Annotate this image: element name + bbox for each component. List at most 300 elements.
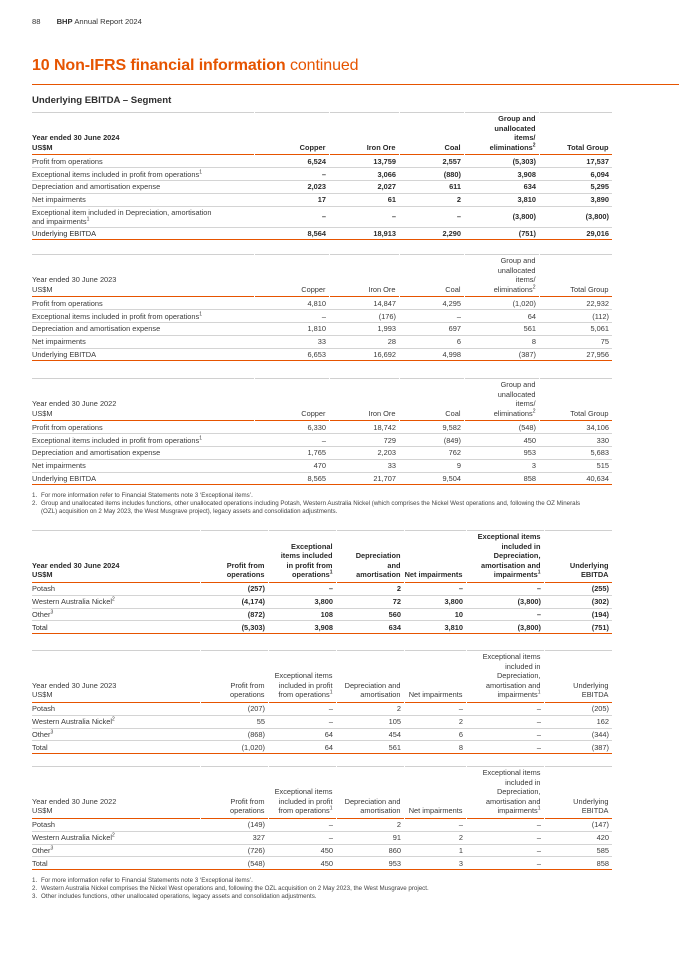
table-row xyxy=(32,728,612,741)
table-cell: (387) xyxy=(464,348,539,361)
table-row xyxy=(32,857,612,870)
table-row xyxy=(32,155,612,168)
table-cell: 40,634 xyxy=(539,472,612,485)
column-header xyxy=(404,651,466,703)
table-row xyxy=(32,621,612,634)
table-cell: – xyxy=(254,434,329,447)
column-header-label: Coal xyxy=(445,284,461,294)
table-cell: 3,800 xyxy=(268,595,336,608)
column-header-label: Profit from operations xyxy=(226,560,265,580)
footnote-text: Western Australia Nickel comprises the Nickel West operations and, following the OZL acquisition on 2 May 2023, the West Musgrave project. xyxy=(41,885,429,892)
row-label-text: Exceptional item included in Depreciation, amortisation and impairments xyxy=(32,207,212,226)
table-cell: 4,998 xyxy=(399,348,464,361)
footnote-ref: 3 xyxy=(50,609,54,616)
year-label: Year ended 30 June 2024 xyxy=(32,560,120,570)
row-label-text: Net impairments xyxy=(32,461,86,471)
column-header xyxy=(329,255,399,297)
brand-name: BHP xyxy=(56,17,73,26)
footnote-text: Group and unallocated items includes functions, other unallocated operations including Potash, Western Australia Nickel (which comprises the Nickel West operations and, following the OZ Minerals (OZL) acquisition on 2 May 2023, the West Musgrave project), legacy assets and consolidation adjustments. xyxy=(41,500,581,515)
table-cell: – xyxy=(466,728,544,741)
table-cell: 858 xyxy=(544,857,612,870)
column-header-label: Group and unallocated items/ eliminations xyxy=(489,114,536,152)
table-cell: 6,653 xyxy=(254,348,329,361)
table-cell: (147) xyxy=(544,818,612,831)
section-title xyxy=(32,57,358,75)
row-label-text: Profit from operations xyxy=(32,156,103,166)
group-table xyxy=(32,766,613,870)
column-header-label: Underlying EBITDA xyxy=(573,796,609,816)
year-header xyxy=(32,531,200,583)
page-number: 88 xyxy=(32,17,41,26)
row-label xyxy=(32,857,200,870)
year-header xyxy=(32,651,200,703)
column-header-label: Coal xyxy=(445,408,461,418)
table-cell: 953 xyxy=(336,857,404,870)
table-cell: – xyxy=(268,818,336,831)
table-row xyxy=(32,582,612,595)
page-header xyxy=(32,17,142,26)
table-row xyxy=(32,595,612,608)
segment-footnotes xyxy=(32,492,592,516)
table-cell: 450 xyxy=(268,857,336,870)
row-label xyxy=(32,608,200,621)
table-cell: 2,027 xyxy=(329,180,399,193)
table-cell: (548) xyxy=(200,857,268,870)
table-row xyxy=(32,472,612,485)
table-row xyxy=(32,421,612,434)
table-cell: – xyxy=(268,831,336,844)
column-header-label: Iron Ore xyxy=(368,408,396,418)
unit-label: US$M xyxy=(32,284,53,294)
group-table xyxy=(32,650,613,754)
footnote-ref: 1 xyxy=(329,569,333,576)
segment-table xyxy=(32,378,613,485)
segment-table xyxy=(32,254,613,361)
column-header xyxy=(268,531,336,583)
table-row xyxy=(32,180,612,193)
row-label xyxy=(32,168,254,181)
column-header xyxy=(329,379,399,421)
row-label xyxy=(32,446,254,459)
column-header xyxy=(399,113,464,155)
row-label-text: Net impairments xyxy=(32,195,86,205)
table-cell: 634 xyxy=(464,180,539,193)
column-header xyxy=(464,379,539,421)
table-cell: 17,537 xyxy=(539,155,612,168)
footnote-ref: 1 xyxy=(537,689,541,696)
table-row xyxy=(32,446,612,459)
footnote-ref: 3 xyxy=(50,729,54,736)
row-label xyxy=(32,621,200,634)
table-cell: 33 xyxy=(329,459,399,472)
footnote xyxy=(32,877,592,885)
row-label xyxy=(32,227,254,240)
row-label xyxy=(32,335,254,348)
table-cell: 953 xyxy=(464,446,539,459)
row-label xyxy=(32,741,200,754)
table-row xyxy=(32,193,612,206)
table-cell: – xyxy=(466,582,544,595)
row-label-text: Profit from operations xyxy=(32,422,103,432)
table-cell: 18,742 xyxy=(329,421,399,434)
table-cell: 64 xyxy=(268,728,336,741)
table-cell: 3 xyxy=(464,459,539,472)
table-cell: 14,847 xyxy=(329,297,399,310)
table-cell: 33 xyxy=(254,335,329,348)
table-cell: – xyxy=(466,844,544,857)
footnote xyxy=(32,500,592,516)
row-label-text: Exceptional items included in profit from operations xyxy=(32,311,200,321)
table-cell: (149) xyxy=(200,818,268,831)
column-header xyxy=(404,531,466,583)
row-label xyxy=(32,702,200,715)
column-header xyxy=(268,767,336,819)
table-cell: 1,765 xyxy=(254,446,329,459)
column-header-label: Depreciation and amortisation xyxy=(355,551,401,580)
table-cell: (194) xyxy=(544,608,612,621)
column-header xyxy=(399,255,464,297)
table-cell: 64 xyxy=(268,741,336,754)
row-label xyxy=(32,472,254,485)
table-cell: 1 xyxy=(404,844,466,857)
row-label-text: Exceptional items included in profit from operations xyxy=(32,169,200,179)
column-header-label: Net impairments xyxy=(408,690,463,700)
table-row xyxy=(32,297,612,310)
table-cell: 3,908 xyxy=(464,168,539,181)
table-row xyxy=(32,702,612,715)
footnote-ref: 1 xyxy=(199,169,202,176)
table-cell: – xyxy=(254,310,329,323)
table-cell: 561 xyxy=(464,322,539,335)
table-cell: – xyxy=(399,310,464,323)
column-header-label: Underlying EBITDA xyxy=(573,680,609,700)
table-cell: 10 xyxy=(404,608,466,621)
column-header xyxy=(336,651,404,703)
column-header-label: Iron Ore xyxy=(366,142,396,152)
row-label-text: Western Australia Nickel xyxy=(32,833,112,843)
row-label-text: Depreciation and amortisation expense xyxy=(32,324,161,334)
table-row xyxy=(32,818,612,831)
column-header-label: Copper xyxy=(299,142,326,152)
table-cell: 2 xyxy=(336,582,404,595)
table-cell: 561 xyxy=(336,741,404,754)
column-header xyxy=(200,651,268,703)
column-header xyxy=(329,113,399,155)
table-cell: 3,810 xyxy=(404,621,466,634)
footnote-ref: 2 xyxy=(111,716,115,723)
row-label-text: Underlying EBITDA xyxy=(32,473,97,483)
column-header xyxy=(464,255,539,297)
column-header-label: Net impairments xyxy=(404,570,463,580)
footnote-ref: 1 xyxy=(537,569,541,576)
column-header-label: Exceptional items included in Depreciation, amortisation and impairments xyxy=(482,652,541,700)
table-cell: 34,106 xyxy=(539,421,612,434)
footnote-ref: 1 xyxy=(537,805,541,812)
table-cell: 5,061 xyxy=(539,322,612,335)
footnote-ref: 1 xyxy=(199,435,202,442)
unit-label: US$M xyxy=(32,690,53,700)
table-cell: (3,800) xyxy=(466,621,544,634)
year-label: Year ended 30 June 2024 xyxy=(32,133,120,143)
segment-table-2022 xyxy=(32,378,612,485)
row-label-text: Exceptional items included in profit from operations xyxy=(32,435,200,445)
table-cell: (302) xyxy=(544,595,612,608)
row-label-text: Potash xyxy=(32,704,56,714)
group-footnotes xyxy=(32,877,592,901)
row-label-text: Total xyxy=(32,858,48,868)
footnote xyxy=(32,492,592,500)
column-header xyxy=(336,531,404,583)
table-cell: 2 xyxy=(336,702,404,715)
table-cell: 4,295 xyxy=(399,297,464,310)
table-cell: (257) xyxy=(200,582,268,595)
table-cell: – xyxy=(404,702,466,715)
row-label xyxy=(32,421,254,434)
column-header xyxy=(336,767,404,819)
table-cell: 4,810 xyxy=(254,297,329,310)
table-cell: 8,564 xyxy=(254,227,329,240)
column-header-label: Copper xyxy=(301,408,326,418)
footnote-ref: 2 xyxy=(532,408,536,415)
row-label-text: Depreciation and amortisation expense xyxy=(32,448,161,458)
column-header-label: Profit from operations xyxy=(229,680,265,700)
table-cell: 9,504 xyxy=(399,472,464,485)
table-cell: 330 xyxy=(539,434,612,447)
year-label: Year ended 30 June 2023 xyxy=(32,680,117,690)
table-cell: 162 xyxy=(544,715,612,728)
table-cell: 697 xyxy=(399,322,464,335)
table-cell: (1,020) xyxy=(200,741,268,754)
table-cell: (751) xyxy=(544,621,612,634)
row-label-text: Western Australia Nickel xyxy=(32,597,112,607)
table-cell: (1,020) xyxy=(464,297,539,310)
table-row xyxy=(32,168,612,181)
table-cell: 28 xyxy=(329,335,399,348)
row-label xyxy=(32,348,254,361)
year-label: Year ended 30 June 2023 xyxy=(32,275,117,285)
row-label xyxy=(32,206,254,227)
table-cell: 21,707 xyxy=(329,472,399,485)
footnote xyxy=(32,893,592,901)
table-cell: 18,913 xyxy=(329,227,399,240)
row-label xyxy=(32,459,254,472)
table-cell: (751) xyxy=(464,227,539,240)
table-cell: 420 xyxy=(544,831,612,844)
table-cell: (868) xyxy=(200,728,268,741)
table-cell: 108 xyxy=(268,608,336,621)
table-row xyxy=(32,844,612,857)
footnote-number: 2. xyxy=(32,885,38,892)
table-row xyxy=(32,206,612,227)
column-header xyxy=(544,767,612,819)
table-cell: 2,557 xyxy=(399,155,464,168)
table-cell: 75 xyxy=(539,335,612,348)
footnote-ref: 1 xyxy=(329,689,333,696)
table-cell: – xyxy=(466,741,544,754)
column-header-label: Total Group xyxy=(570,408,609,418)
table-cell: 2,023 xyxy=(254,180,329,193)
column-header-label: Underlying EBITDA xyxy=(569,560,609,580)
table-cell: 454 xyxy=(336,728,404,741)
table-cell: (3,800) xyxy=(539,206,612,227)
table-cell: (5,303) xyxy=(464,155,539,168)
table-cell: (872) xyxy=(200,608,268,621)
year-header xyxy=(32,379,254,421)
column-header xyxy=(539,379,612,421)
table-cell: (3,800) xyxy=(464,206,539,227)
column-header-label: Coal xyxy=(444,142,461,152)
row-label xyxy=(32,180,254,193)
table-row xyxy=(32,459,612,472)
table-cell: (255) xyxy=(544,582,612,595)
column-header-label: Net impairments xyxy=(408,806,463,816)
table-cell: 3,810 xyxy=(464,193,539,206)
table-cell: (4,174) xyxy=(200,595,268,608)
table-cell: 2 xyxy=(399,193,464,206)
row-label xyxy=(32,322,254,335)
footnote-ref: 1 xyxy=(329,805,333,812)
table-cell: (344) xyxy=(544,728,612,741)
segment-table xyxy=(32,112,613,240)
footnote-number: 1. xyxy=(32,492,38,499)
table-cell: (880) xyxy=(399,168,464,181)
table-cell: – xyxy=(268,702,336,715)
footnote-ref: 2 xyxy=(532,284,536,291)
table-row xyxy=(32,227,612,240)
row-label-text: Other xyxy=(32,845,51,855)
table-cell: 515 xyxy=(539,459,612,472)
table-cell: 9,582 xyxy=(399,421,464,434)
section-continued: continued xyxy=(289,57,359,74)
table-cell: 55 xyxy=(200,715,268,728)
table-cell: 8 xyxy=(464,335,539,348)
table-cell: 9 xyxy=(399,459,464,472)
column-header xyxy=(268,651,336,703)
table-cell: 762 xyxy=(399,446,464,459)
table-cell: 6,094 xyxy=(539,168,612,181)
table-row xyxy=(32,322,612,335)
table-cell: 22,932 xyxy=(539,297,612,310)
row-label-text: Western Australia Nickel xyxy=(32,717,112,727)
table-cell: 2 xyxy=(336,818,404,831)
column-header-label: Exceptional items included in Depreciation, amortisation and impairments xyxy=(477,532,541,580)
table-cell: 560 xyxy=(336,608,404,621)
column-header-label: Exceptional items included in Depreciation, amortisation and impairments xyxy=(482,768,541,816)
footnote xyxy=(32,885,592,893)
column-header-label: Iron Ore xyxy=(368,284,396,294)
column-header xyxy=(254,379,329,421)
row-label-text: Total xyxy=(32,742,48,752)
column-header-label: Group and unallocated items/ eliminations xyxy=(493,380,536,418)
table-subtitle: Underlying EBITDA – Segment xyxy=(32,95,172,106)
column-header xyxy=(544,651,612,703)
row-label-text: Underlying EBITDA xyxy=(32,228,97,238)
footnote-ref: 1 xyxy=(199,311,202,318)
unit-label: US$M xyxy=(32,408,53,418)
table-cell: – xyxy=(268,582,336,595)
table-cell: 3 xyxy=(404,857,466,870)
group-table-2024 xyxy=(32,530,612,634)
table-cell: 3,890 xyxy=(539,193,612,206)
column-header-label: Exceptional items included in profit from operations xyxy=(280,541,333,580)
table-cell: 634 xyxy=(336,621,404,634)
row-label xyxy=(32,434,254,447)
table-cell: 16,692 xyxy=(329,348,399,361)
table-cell: 5,683 xyxy=(539,446,612,459)
unit-label: US$M xyxy=(32,570,53,580)
table-cell: – xyxy=(466,608,544,621)
column-header xyxy=(466,531,544,583)
table-cell: (387) xyxy=(544,741,612,754)
table-cell: – xyxy=(404,818,466,831)
table-cell: (548) xyxy=(464,421,539,434)
table-row xyxy=(32,831,612,844)
column-header-label: Profit from operations xyxy=(229,796,265,816)
table-cell: – xyxy=(399,206,464,227)
section-rule xyxy=(32,84,679,85)
row-label xyxy=(32,193,254,206)
table-cell: 327 xyxy=(200,831,268,844)
table-cell: – xyxy=(254,206,329,227)
column-header-label: Total Group xyxy=(570,284,609,294)
table-cell: 2 xyxy=(404,715,466,728)
table-cell: 5,295 xyxy=(539,180,612,193)
table-cell: 13,759 xyxy=(329,155,399,168)
table-cell: 61 xyxy=(329,193,399,206)
row-label-text: Total xyxy=(32,622,48,632)
row-label xyxy=(32,728,200,741)
footnote-ref: 2 xyxy=(532,142,536,149)
table-cell: 729 xyxy=(329,434,399,447)
footnote-number: 2. xyxy=(32,500,38,507)
table-cell: 6 xyxy=(399,335,464,348)
table-cell: (726) xyxy=(200,844,268,857)
column-header-label: Group and unallocated items/ eliminations xyxy=(493,256,536,294)
table-cell: (5,303) xyxy=(200,621,268,634)
table-cell: – xyxy=(404,582,466,595)
table-cell: 450 xyxy=(464,434,539,447)
year-header xyxy=(32,113,254,155)
table-cell: – xyxy=(466,702,544,715)
row-label-text: Profit from operations xyxy=(32,298,103,308)
table-row xyxy=(32,434,612,447)
row-label-text: Other xyxy=(32,729,51,739)
unit-label: US$M xyxy=(32,142,53,152)
row-label xyxy=(32,844,200,857)
row-label-text: Other xyxy=(32,609,51,619)
footnote-number: 1. xyxy=(32,877,38,884)
footnote-number: 3. xyxy=(32,893,38,900)
table-cell: (112) xyxy=(539,310,612,323)
footnote-ref: 2 xyxy=(111,596,115,603)
table-cell: – xyxy=(466,818,544,831)
section-heading: 10 Non-IFRS financial information xyxy=(32,57,286,74)
column-header xyxy=(539,113,612,155)
group-table-2022 xyxy=(32,766,612,870)
column-header-label: Depreciation and amortisation xyxy=(344,796,401,816)
table-cell: – xyxy=(466,715,544,728)
column-header xyxy=(200,531,268,583)
group-table xyxy=(32,530,613,634)
table-cell: 450 xyxy=(268,844,336,857)
table-cell: 858 xyxy=(464,472,539,485)
column-header xyxy=(254,255,329,297)
footnote-text: For more information refer to Financial Statements note 3 ‘Exceptional items’. xyxy=(41,492,253,499)
column-header xyxy=(399,379,464,421)
table-row xyxy=(32,348,612,361)
year-header xyxy=(32,255,254,297)
table-cell: 27,956 xyxy=(539,348,612,361)
